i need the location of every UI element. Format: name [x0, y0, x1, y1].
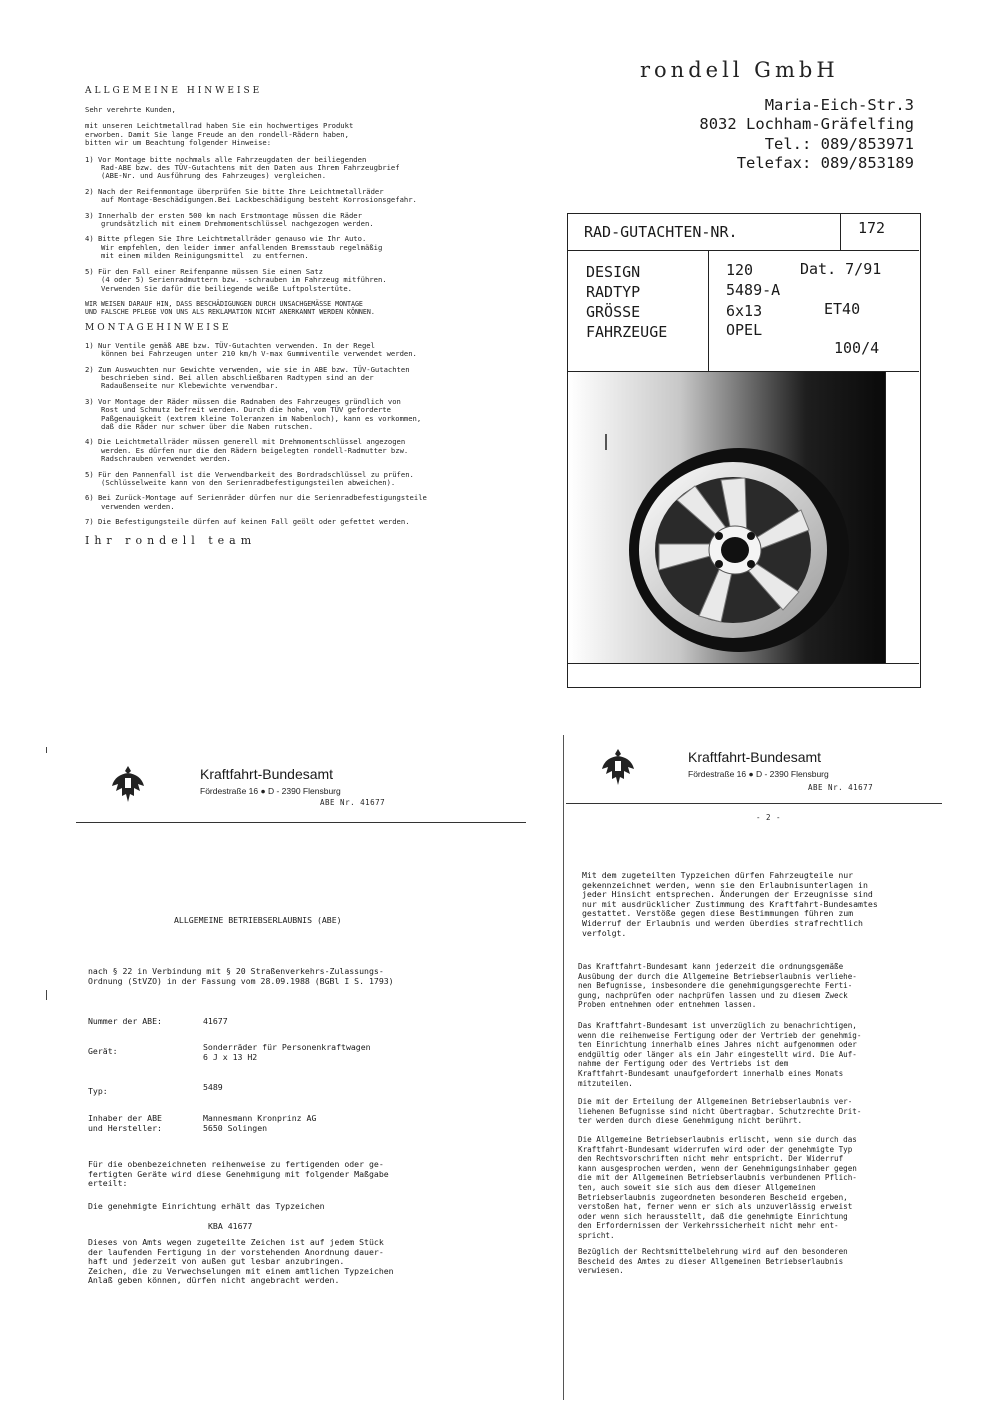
field-type-value: 5489: [203, 1082, 223, 1092]
abe-para-2: Die genehmigte Einrichtung erhält das Typzeichen: [88, 1201, 325, 1211]
kba2-address: Fördestraße 16 ● D - 2390 Flensburg: [688, 769, 829, 779]
label-design: DESIGN: [586, 263, 641, 281]
rondell-notes: [85, 86, 485, 547]
gutachten-number: 172: [858, 219, 886, 237]
eagle-icon: [110, 764, 146, 808]
value-radtyp: 5489-A: [726, 281, 781, 299]
page-number: - 2 -: [756, 813, 782, 822]
kba2-p2: Das Kraftfahrt-Bundesamt kann jederzeit die ordnungsgemäße Ausübung der durch die Allgemeine Betriebserlaubnis verliehe- nen Befugnisse, insbesondere die genehmigungsgerechte Ferti- gung, nachprüfen oder nachprüfen lassen und zu diesem Zweck Proben entnehmen oder entnehmen lassen.: [578, 962, 857, 1010]
gutachten-title: RAD-GUTACHTEN-NR.: [584, 223, 738, 241]
hint-item-4: 4) Bitte pflegen Sie Ihre Leichtmetallräder genauso wie Ihr Auto. Wir empfehlen, den leider immer anfallenden Bremsstaub regelmäßig mit einem milden Reinigungsmittel zu entfernen.: [85, 234, 383, 261]
kba-page-1: [70, 740, 540, 1400]
value-vehicle: OPEL: [726, 321, 763, 339]
hint-item-5: 5) Für den Fall einer Reifenpanne müssen Sie einen Satz (4 oder 5) Serienradmuttern bzw. -schrauben im Fahrzeug mitführen. Verwenden Sie dafür die beiliegende weiße Luftpolstertüte.: [85, 266, 387, 293]
mount-item-2: 2) Zum Auswuchten nur Gewichte verwenden, wie sie in ABE bzw. TÜV-Gutachten beschrieben sind. Bei allen abschließbaren Radtypen sind an der Radaußenseite nur Klebewichte verwendbar.: [85, 364, 410, 391]
address-street: Maria-Eich-Str.3: [764, 96, 914, 114]
signoff: Ihr rondell team: [85, 533, 257, 547]
rad-gutachten-box: [567, 213, 921, 688]
kba2-name: Kraftfahrt-Bundesamt: [688, 749, 822, 765]
mount-item-6: 6) Bei Zurück-Montage auf Serienräder dürfen nur die Serienradbefestigungsteile verwenden werden.: [85, 493, 427, 511]
abe-typzeichen: KBA 41677: [208, 1221, 253, 1231]
kba1-address: Fördestraße 16 ● D - 2390 Flensburg: [200, 786, 341, 796]
value-design: 120: [726, 261, 754, 279]
mount-item-1: 1) Nur Ventile gemäß ABE bzw. TÜV-Gutachten verwenden. In der Regel können bei Fahrzeugen unter 210 km/h V-max Gummiventile verwendet werden.: [85, 340, 417, 359]
wheel-photo: [569, 372, 885, 663]
wheel-image: [569, 372, 885, 663]
kba2-rule: [566, 803, 942, 804]
kba2-p1: Mit dem zugeteilten Typzeichen dürfen Fahrzeugteile nur gekennzeichnet werden, wenn sie den Erlaubnisunterlagen in jeder Hinsicht entsprechen. Änderungen der Erzeugnisse sind nur mit ausdrücklicher Zustimmung des Kraftfahrt-Bundesamtes gestattet. Verstöße gegen diese Bestimmungen führen zum Widerruf der Erlaubnis und werden überdies strafrechtlich verfolgt.: [582, 870, 878, 938]
kba2-p6: Bezüglich der Rechtsmittelbelehrung wird auf den besonderen Bescheid des Amtes zu dieser Allgemeinen Betriebserlaubnis verwiesen.: [578, 1247, 848, 1276]
mount-heading: MONTAGEHINWEISE: [85, 322, 232, 333]
intro-text: mit unseren Leichtmetallrad haben Sie ein hochwertiges Produkt erworben. Damit Sie lange Freude an den rondell-Rädern haben, bitten wir um Beachtung folgender Hinweise:: [85, 121, 354, 148]
field-abe-number-value: 41677: [203, 1016, 228, 1026]
mount-item-7: 7) Die Befestigungsteile dürfen auf keinen Fall geölt oder gefettet werden.: [85, 517, 410, 527]
field-holder-label: Inhaber der ABE und Hersteller:: [88, 1113, 162, 1133]
field-abe-number-label: Nummer der ABE:: [88, 1016, 162, 1026]
field-device-label: Gerät:: [88, 1046, 118, 1056]
abe-para-1: Für die obenbezeichneten reihenweise zu fertigenden oder ge- fertigten Geräte wird diese Genehmigung mit folgender Maßgabe erteilt:: [88, 1159, 389, 1189]
abe-basis: nach § 22 in Verbindung mit § 20 Straßenverkehrs-Zulassungs- Ordnung (StVZO) in der Fassung vom 28.09.1988 (BGBl I S. 1793): [88, 966, 394, 986]
field-holder-value: Mannesmann Kronprinz AG 5650 Solingen: [203, 1113, 317, 1133]
hint-item-2: 2) Nach der Reifenmontage überprüfen Sie bitte Ihre Leichtmetallräder auf Montage-Beschädigungen.Bei Lackbeschädigung besteht Korrosionsgefahr.: [85, 186, 417, 205]
label-radtyp: RADTYP: [586, 283, 641, 301]
greeting: Sehr verehrte Kunden,: [85, 105, 176, 114]
scan-mark: [46, 747, 47, 753]
eagle-icon: [600, 747, 636, 791]
kba1-rule: [76, 822, 526, 823]
hint-item-1: 1) Vor Montage bitte nochmals alle Fahrzeugdaten der beiliegenden Rad-ABE bzw. des TÜV-Gutachtens mit den Daten aus Ihrem Fahrzeugbrief (ABE-Nr. und Ausführung des Fahrzeuges) vergleichen.: [85, 154, 400, 181]
hint-item-3: 3) Innerhalb der ersten 500 km nach Erstmontage müssen die Räder grundsätzlich mit einem Drehmomentschlüssel nachgezogen werden.: [85, 210, 374, 229]
warning-text: WIR WEISEN DARAUF HIN, DASS BESCHÄDIGUNGEN DURCH UNSACHGEMÄSSE MONTAGE UND FALSCHE PFLEGE VON UNS ALS REKLAMATION NICHT ANERKANNT WERDEN KÖNNEN.: [85, 299, 375, 317]
kba2-p4: Die mit der Erteilung der Allgemeinen Betriebserlaubnis ver- liehenen Befugnisse sind nicht übertragbar. Schutzrechte Drit- ter werden durch diese Genehmigung nicht berührt.: [578, 1097, 862, 1126]
label-fahrzeuge: FAHRZEUGE: [586, 323, 668, 341]
field-type-label: Typ:: [88, 1086, 108, 1096]
abe-para-3: Dieses von Amts wegen zugeteilte Zeichen ist auf jedem Stück der laufenden Fertigung in der vorstehenden Anordnung dauer- haft und jederzeit von außen gut lesbar anzubringen. Zeichen, die zu Verwechselungen mit einem amtlichen Typzeichen Anlaß geben können, dürfen nicht angebracht werden.: [88, 1237, 394, 1286]
hints-list: [85, 156, 485, 293]
kba1-abe: ABE Nr. 41677: [320, 798, 386, 807]
company-name: rondell GmbH: [640, 58, 839, 82]
kba2-p3: Das Kraftfahrt-Bundesamt ist unverzüglich zu benachrichtigen, wenn die reihenweise Fertigung oder der Vertrieb der genehmig- ten Einrichtung innerhalb eines Jahres nicht aufgenommen oder endgültig oder länger als ein Jahr eingestellt wird. Die Auf- nahme der Fertigung oder des Vertriebs ist dem Kraftfahrt-Bundesamt unaufgefordert innerhalb eines Monats mitzuteilen.: [578, 1021, 862, 1088]
kba2-abe: ABE Nr. 41677: [808, 783, 874, 792]
company-address: [590, 96, 914, 174]
value-et: ET40: [824, 300, 861, 318]
page-edge: [563, 735, 564, 1400]
mount-item-3: 3) Vor Montage der Räder müssen die Radnaben des Fahrzeuges gründlich von Rost und Schmutz befreit werden. Durch die hohe, vom TÜV geforderte Paßgenauigkeit (extrem kleine Toleranzen im Nabenloch), kann es vorkommen, daß die Räder nur schwer über die Naben rutschen.: [85, 396, 422, 431]
field-device-value: Sonderräder für Personenkraftwagen 6 J x 13 H2: [203, 1042, 371, 1062]
address-city: 8032 Lochham-Gräfelfing: [699, 115, 914, 134]
mount-item-4: 4) Die Leichtmetallräder müssen generell mit Drehmomentschlüssel angezogen werden. Es dürfen nur die den Rädern beigelegten rondell-Radmutter bzw. Radschrauben verwendet werden.: [85, 437, 409, 464]
value-bolt: 100/4: [834, 339, 880, 357]
mount-list: [85, 342, 485, 527]
scan-mark: [46, 990, 47, 1000]
address-phone: Tel.: 089/853971: [764, 134, 914, 153]
address-fax: Telefax: 089/853189: [736, 154, 914, 173]
notes-heading: ALLGEMEINE HINWEISE: [85, 86, 263, 96]
value-size: 6x13: [726, 302, 763, 320]
value-date: Dat. 7/91: [800, 260, 882, 278]
kba-page-2: [566, 735, 946, 1395]
mount-item-5: 5) Für den Pannenfall ist die Verwendbarkeit des Bordradschlüssel zu prüfen. (Schlüsselweite kann von den Serienradbefestigungsteilen abweichen).: [85, 469, 414, 487]
label-groesse: GRÖSSE: [586, 303, 641, 321]
kba2-p5: Die Allgemeine Betriebserlaubnis erlischt, wenn sie durch das Kraftfahrt-Bundesamt widerrufen wird oder der genehmigte Typ den Rechtsvorschriften nicht mehr entspricht. Der Widerruf kann ausgesprochen werden, wenn der Genehmigungsinhaber gegen die mit der Allgemeinen Betriebserlaubnis verbundenen Pflich- ten, auch soweit sie sich aus dem dieser Allgemeinen Betriebserlaubnis zugeordneten besonderen Bescheid ergeben, verstoßen hat, ferner wenn er sich als unzuverlässig erweist oder wenn sich herausstellt, daß die genehmigte Einrichtung den Erfordernissen der Verkehrssicherheit nicht mehr ent- spricht.: [578, 1135, 857, 1240]
kba1-name: Kraftfahrt-Bundesamt: [200, 766, 334, 782]
abe-title: ALLGEMEINE BETRIEBSERLAUBNIS (ABE): [174, 915, 342, 925]
